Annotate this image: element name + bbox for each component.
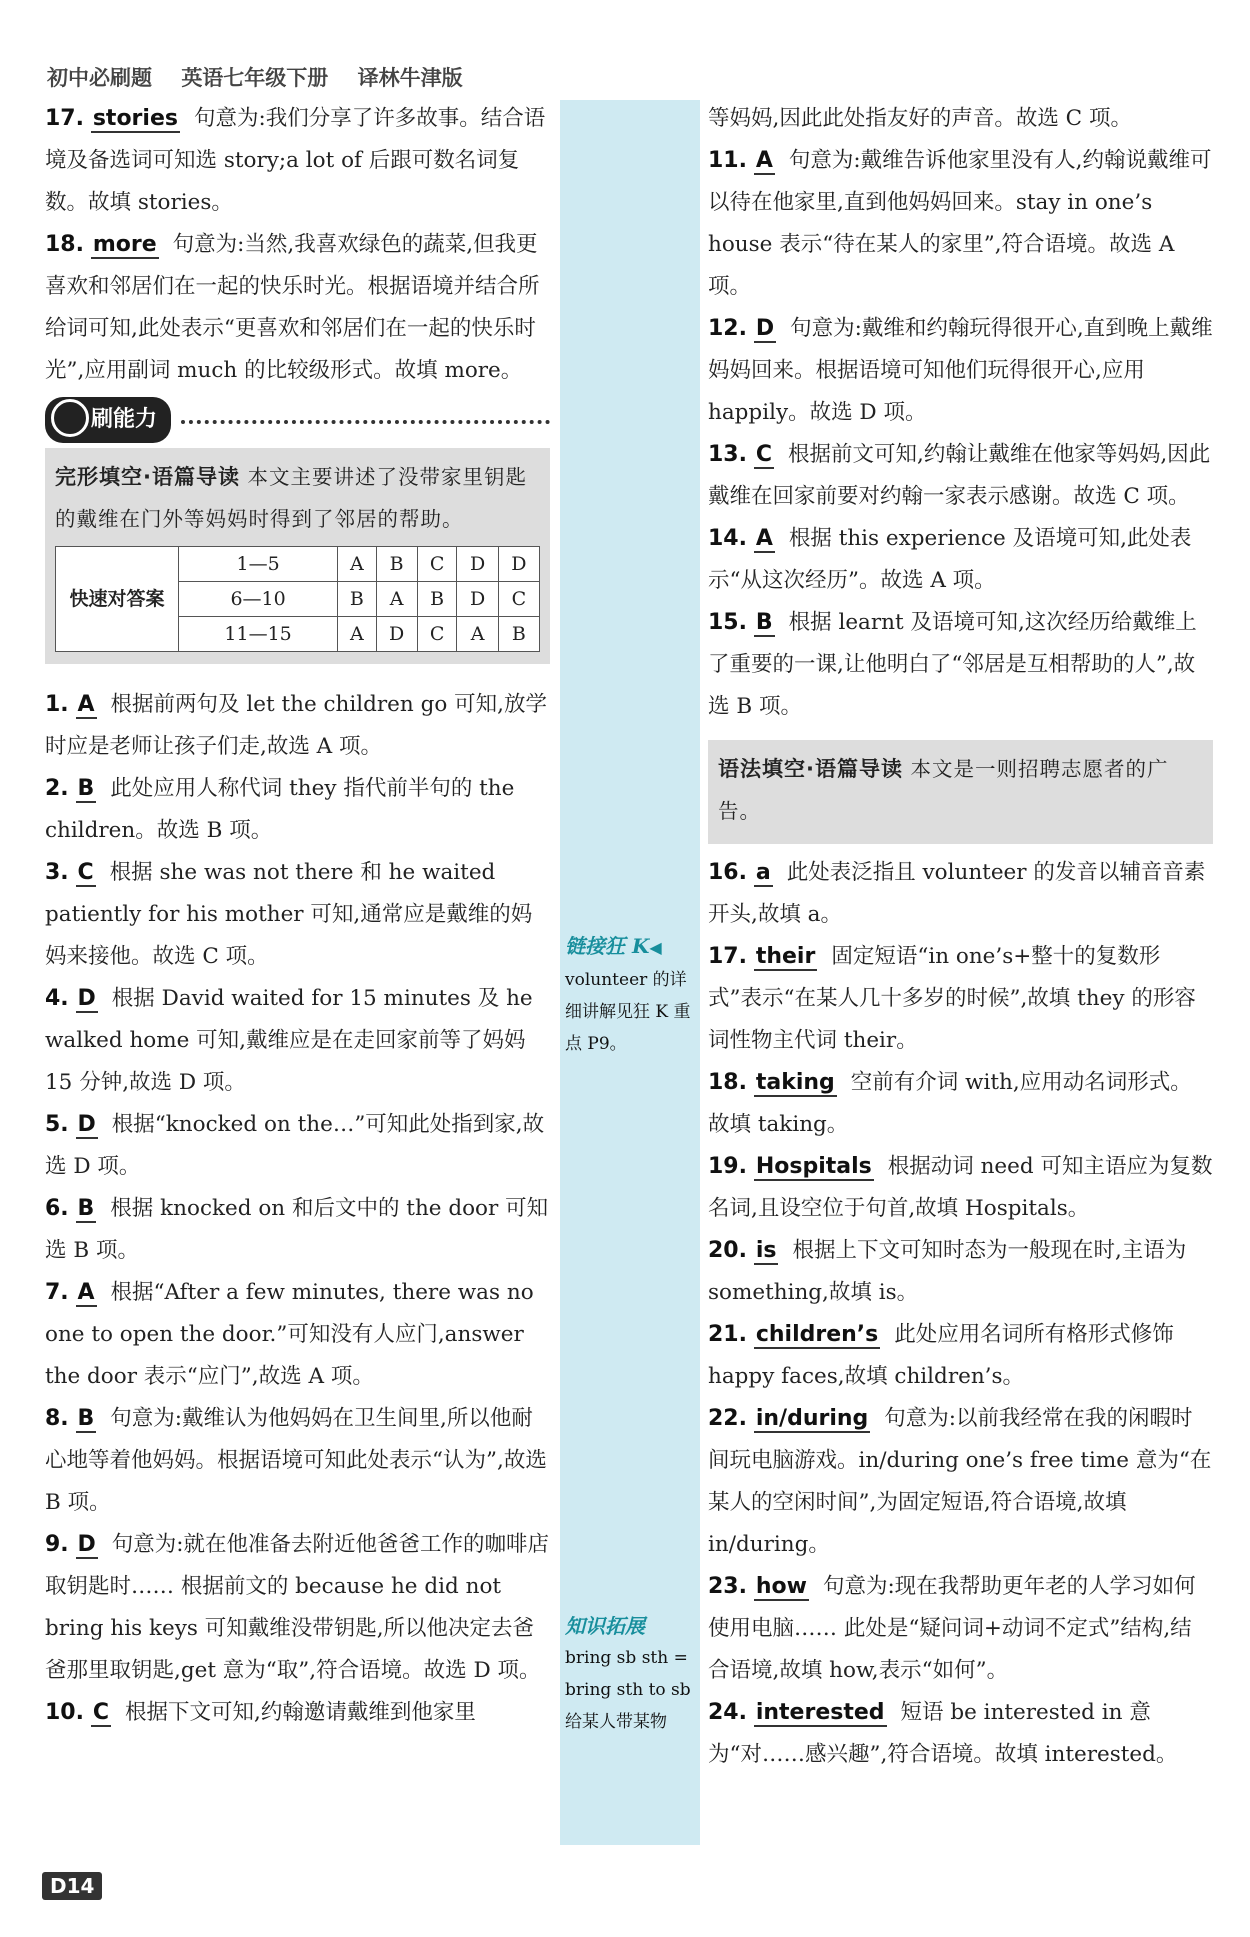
table-cell: B: [417, 582, 457, 617]
table-cell: A: [338, 617, 376, 652]
answer-item: [45, 224, 550, 392]
item-answer: A: [755, 148, 773, 173]
item-answer: stories: [92, 106, 178, 131]
item-number: 20.: [708, 1238, 747, 1263]
subject-name: 英语七年级下册: [181, 66, 329, 90]
item-number: 14.: [708, 526, 747, 551]
item-explanation: 根据下文可知,约翰邀请戴维到他家里: [124, 1700, 476, 1725]
item-explanation: 根据上下文可知时态为一般现在时,主语为 something,故填 is。: [708, 1238, 1187, 1305]
item-explanation: 根据 David waited for 15 minutes 及 he walked home 可知,戴维应是在走回家前等了妈妈 15 分钟,故选 D 项。: [45, 986, 533, 1095]
item-answer: interested: [755, 1700, 885, 1725]
table-cell: B: [376, 547, 417, 582]
link-note-text: volunteer 的详细讲解见狂 K 重点 P9。: [565, 970, 691, 1054]
item-number: 12.: [708, 316, 747, 341]
item-number: 17.: [45, 106, 84, 131]
item-answer: A: [77, 692, 95, 717]
answer-item: [45, 1692, 550, 1734]
answer-item: [45, 1524, 550, 1692]
item-answer: D: [77, 1532, 96, 1557]
item-answer: in/during: [755, 1406, 869, 1431]
item-answer: B: [77, 776, 95, 801]
item-explanation: 句意为:就在他准备去附近他爸爸工作的咖啡店取钥匙时…… 根据前文的 because he did not bring his keys 可知戴维没带钥匙,所以他决定去爸爸那里取钥匙,get 意为“取”,符合语境。故选 D 项。: [45, 1532, 550, 1683]
item-explanation: 句意为:当然,我喜欢绿色的蔬菜,但我更喜欢和邻居们在一起的快乐时光。根据语境并结合所给词可知,此处表示“更喜欢和邻居们在一起的快乐时光”,应用副词 much 的比较级形式。故填 more。: [45, 232, 540, 383]
table-cell: A: [376, 582, 417, 617]
answer-item: [45, 978, 550, 1104]
item-number: 5.: [45, 1112, 69, 1137]
answer-item: [45, 684, 550, 768]
link-note-heading: 链接狂 K: [565, 934, 650, 958]
grammar-title: 语法填空·语篇导读: [718, 757, 903, 781]
item-number: 1.: [45, 692, 69, 717]
item-number: 9.: [45, 1532, 69, 1557]
item-explanation: 句意为:戴维和约翰玩得很开心,直到晚上戴维妈妈回来。根据语境可知他们玩得很开心,应用 happily。故选 D 项。: [708, 316, 1213, 425]
item-number: 6.: [45, 1196, 69, 1221]
item-answer: is: [755, 1238, 777, 1263]
item-explanation: 根据前文可知,约翰让戴维在他家等妈妈,因此戴维在回家前要对约翰一家表示感谢。故选 C 项。: [708, 442, 1211, 509]
arrow-icon: ◀: [649, 938, 662, 957]
answer-item: [45, 852, 550, 978]
item-explanation: 根据“After a few minutes, there was no one to open the door.”可知没有人应门,answer the door 表示“应门”,故选 A 项。: [45, 1280, 534, 1389]
item-explanation: 句意为:现在我帮助更年老的人学习如何使用电脑…… 此处是“疑问词+动词不定式”结构,结合语境,故填 how,表示“如何”。: [708, 1574, 1196, 1683]
edition-name: 译林牛津版: [357, 66, 463, 90]
item-answer: A: [755, 526, 773, 551]
answer-item: [708, 1692, 1213, 1776]
answer-item: [708, 308, 1213, 434]
table-cell: 11—15: [179, 617, 338, 652]
item-answer: D: [77, 986, 96, 1011]
answer-item: [708, 1398, 1213, 1566]
left-column: [45, 98, 550, 1734]
answer-item: [708, 1314, 1213, 1398]
item-explanation: 此处表泛指且 volunteer 的发音以辅音音素开头,故填 a。: [708, 860, 1206, 927]
item-explanation: 句意为:以前我经常在我的闲暇时间玩电脑游戏。in/during one’s free time 意为“在某人的空闲时间”,为固定短语,符合语境,故填 in/during。: [708, 1406, 1212, 1557]
extension-note-text: bring sb sth = bring sth to sb 给某人带某物: [565, 1648, 691, 1732]
answer-item: [708, 1230, 1213, 1314]
quick-answer-table: [55, 546, 540, 652]
answer-item: [708, 1062, 1213, 1146]
grammar-intro-box: [708, 740, 1213, 844]
item-explanation: 句意为:我们分享了许多故事。结合语境及备选词可知选 story;a lot of 后跟可数名词复数。故填 stories。: [45, 106, 546, 215]
item-number: 16.: [708, 860, 747, 885]
item-answer: C: [92, 1700, 109, 1725]
item-number: 18.: [45, 232, 84, 257]
quick-answer-label: 快速对答案: [56, 547, 179, 652]
item-answer: B: [755, 610, 773, 635]
cloze-answer-list-continued: [708, 98, 1213, 728]
series-name: 初中必刷题: [47, 66, 152, 90]
item-explanation: 根据“knocked on the…”可知此处指到家,故选 D 项。: [45, 1112, 545, 1179]
item-explanation: 固定短语“in one’s+整十的复数形式”表示“在某人几十多岁的时候”,故填 they 的形容词性物主代词 their。: [708, 944, 1196, 1053]
item-number: 8.: [45, 1406, 69, 1431]
table-cell: C: [417, 547, 457, 582]
item-answer: B: [77, 1196, 95, 1221]
answer-item: [708, 140, 1213, 308]
item-answer: A: [77, 1280, 95, 1305]
cloze-title: 完形填空·语篇导读: [55, 465, 240, 489]
page-header: [47, 62, 485, 92]
cloze-intro-box: [45, 448, 550, 664]
answer-item: [708, 936, 1213, 1062]
item-explanation: 根据 learnt 及语境可知,这次经历给戴维上了重要的一课,让他明白了“邻居是互相帮助的人”,故选 B 项。: [708, 610, 1197, 719]
item-answer: a: [755, 860, 771, 885]
item-explanation: 短语 be interested in 意为“对……感兴趣”,符合语境。故填 interested。: [708, 1700, 1178, 1767]
item-number: 17.: [708, 944, 747, 969]
item-explanation: 空前有介词 with,应用动名词形式。故填 taking。: [708, 1070, 1192, 1137]
link-note: [565, 930, 697, 1060]
page-number: D14: [42, 1872, 102, 1900]
table-cell: D: [457, 582, 498, 617]
banner-divider: [181, 420, 550, 424]
cloze-intro: 本文主要讲述了没带家里钥匙的戴维在门外等妈妈时得到了邻居的帮助。: [55, 465, 528, 531]
answer-item: [45, 768, 550, 852]
item-answer: more: [92, 232, 157, 257]
item-number: 24.: [708, 1700, 747, 1725]
right-column: [708, 98, 1213, 1776]
extension-note: [565, 1610, 697, 1738]
item-answer: D: [77, 1112, 96, 1137]
item-explanation: 根据 knocked on 和后文中的 the door 可知选 B 项。: [45, 1196, 549, 1263]
item-number: 15.: [708, 610, 747, 635]
answer-item: [708, 602, 1213, 728]
table-cell: A: [457, 617, 498, 652]
item-number: 13.: [708, 442, 747, 467]
answer-list-top: [45, 98, 550, 392]
item-answer: C: [77, 860, 94, 885]
item-explanation: 句意为:戴维告诉他家里没有人,约翰说戴维可以待在他家里,直到他妈妈回来。stay in one’s house 表示“待在某人的家里”,符合语境。故选 A 项。: [708, 148, 1212, 299]
item-number: 11.: [708, 148, 747, 173]
item-explanation: 根据前两句及 let the children go 可知,放学时应是老师让孩子们走,故选 A 项。: [45, 692, 547, 759]
item-number: 10.: [45, 1700, 84, 1725]
item-number: 18.: [708, 1070, 747, 1095]
answer-item: [45, 1398, 550, 1524]
table-cell: B: [498, 617, 539, 652]
answer-item: [45, 98, 550, 224]
item-explanation: 句意为:戴维认为他妈妈在卫生间里,所以他耐心地等着他妈妈。根据语境可知此处表示“认为”,故选 B 项。: [45, 1406, 547, 1515]
item-number: 21.: [708, 1322, 747, 1347]
table-cell: D: [457, 547, 498, 582]
grammar-answer-list: [708, 852, 1213, 1776]
item-answer: how: [755, 1574, 807, 1599]
item-number: 23.: [708, 1574, 747, 1599]
item-explanation: 根据动词 need 可知主语应为复数名词,且设空位于句首,故填 Hospitals。: [708, 1154, 1213, 1221]
table-cell: D: [498, 547, 539, 582]
answer-item: [708, 434, 1213, 518]
answer-item: [45, 1188, 550, 1272]
answer-item: [708, 518, 1213, 602]
item-number: 7.: [45, 1280, 69, 1305]
item-answer: C: [755, 442, 772, 467]
extension-note-heading: 知识拓展: [565, 1614, 645, 1638]
table-cell: 6—10: [179, 582, 338, 617]
item-answer: Hospitals: [755, 1154, 872, 1179]
cloze-answer-list: [45, 684, 550, 1734]
table-cell: 1—5: [179, 547, 338, 582]
table-cell: C: [417, 617, 457, 652]
item-answer: taking: [755, 1070, 835, 1095]
table-cell: C: [498, 582, 539, 617]
item-explanation: 根据 this experience 及语境可知,此处表示“从这次经历”。故选 A 项。: [708, 526, 1192, 593]
item-number: 3.: [45, 860, 69, 885]
item-explanation: 根据 she was not there 和 he waited patiently for his mother 可知,通常应是戴维的妈妈来接他。故选 C 项。: [45, 860, 533, 969]
item-explanation: 等妈妈,因此此处指友好的声音。故选 C 项。: [708, 106, 1132, 131]
answer-item: [708, 1146, 1213, 1230]
banner-label: 刷能力: [45, 397, 171, 443]
item-number: 19.: [708, 1154, 747, 1179]
item-answer: D: [755, 316, 775, 341]
item-number: 2.: [45, 776, 69, 801]
item-explanation: 此处应用人称代词 they 指代前半句的 the children。故选 B 项。: [45, 776, 515, 843]
answer-item: [708, 1566, 1213, 1692]
item-number: 4.: [45, 986, 69, 1011]
item-answer: children’s: [755, 1322, 879, 1347]
section-banner: [45, 400, 550, 440]
item-answer: B: [77, 1406, 95, 1431]
table-cell: D: [376, 617, 417, 652]
answer-item: [708, 852, 1213, 936]
table-cell: A: [338, 547, 376, 582]
table-cell: B: [338, 582, 376, 617]
item-explanation: 此处应用名词所有格形式修饰 happy faces,故填 children’s。: [708, 1322, 1174, 1389]
answer-item: [708, 98, 1213, 140]
answer-item: [45, 1104, 550, 1188]
item-answer: their: [755, 944, 816, 969]
answer-item: [45, 1272, 550, 1398]
item-number: 22.: [708, 1406, 747, 1431]
grammar-intro: 本文是一则招聘志愿者的广告。: [718, 757, 1169, 823]
